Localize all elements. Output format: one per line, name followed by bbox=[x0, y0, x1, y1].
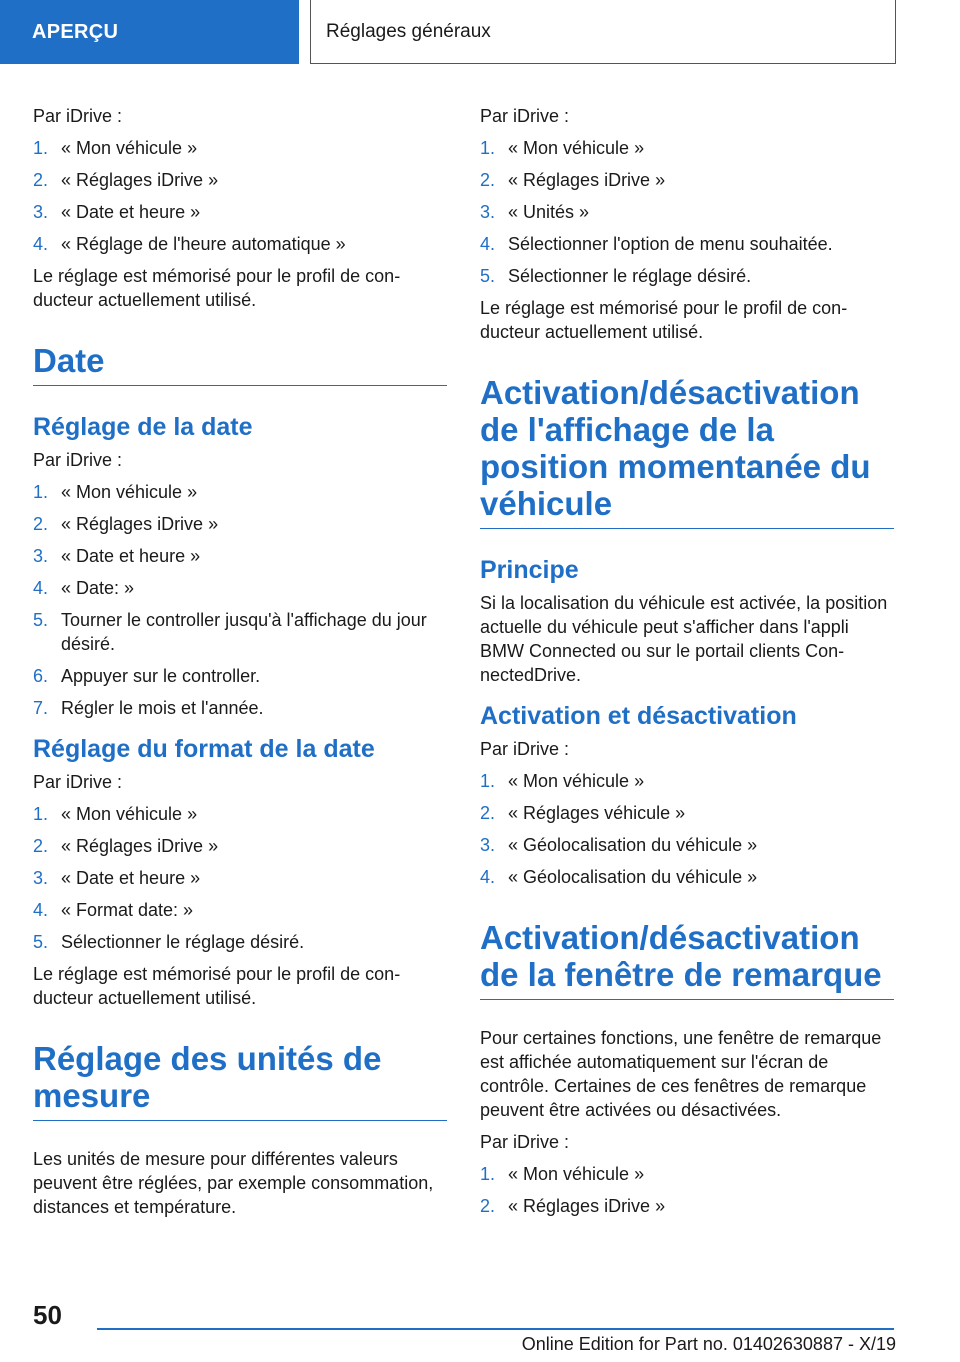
list-item-text: Régler le mois et l'année. bbox=[61, 698, 264, 718]
list-item bbox=[33, 136, 447, 160]
list-item bbox=[33, 512, 447, 536]
list-item-text: Sélectionner le réglage désiré. bbox=[508, 266, 752, 286]
paragraph-unites: Les unités de mesure pour différentes valeurs peuvent être réglées, par exemple consommation, distances et température. bbox=[33, 1149, 434, 1217]
list-item-number: 2. bbox=[480, 170, 496, 190]
list-item-text: « Mon véhicule » bbox=[61, 804, 198, 824]
list-item bbox=[33, 802, 447, 826]
list-item bbox=[33, 576, 447, 600]
list-item-text: « Mon véhicule » bbox=[61, 138, 198, 158]
subheading-activation: Activation et désactivation bbox=[480, 702, 797, 730]
list-item-text: « Mon véhicule » bbox=[508, 1164, 645, 1184]
list-item-number: 2. bbox=[33, 836, 49, 856]
note-text: Le réglage est mémorisé pour le profil de conducteur actuellement utilisé. bbox=[33, 964, 401, 1008]
list-item-number: 1. bbox=[33, 482, 49, 502]
list-item-text: « Format date: » bbox=[61, 900, 194, 920]
footer-divider bbox=[97, 1328, 894, 1330]
list-item-text: « Date: » bbox=[61, 578, 135, 598]
list-item bbox=[33, 200, 447, 224]
list-item bbox=[33, 866, 447, 890]
list-item-number: 3. bbox=[33, 202, 49, 222]
intro-text: Par iDrive : bbox=[480, 739, 570, 759]
list-item-number: 3. bbox=[480, 835, 496, 855]
intro-text: Par iDrive : bbox=[33, 772, 123, 792]
subheading-principe: Principe bbox=[480, 556, 579, 584]
intro-text: Par iDrive : bbox=[33, 106, 123, 126]
list-item bbox=[480, 232, 894, 256]
list-item-number: 1. bbox=[480, 138, 496, 158]
steps-list bbox=[33, 136, 447, 256]
list-item-text: « Réglages iDrive » bbox=[508, 170, 666, 190]
section-tab bbox=[0, 0, 299, 64]
steps-list bbox=[480, 769, 894, 889]
heading-date: Date bbox=[33, 342, 447, 386]
list-item-text: Sélectionner le réglage désiré. bbox=[61, 932, 305, 952]
intro-text: Par iDrive : bbox=[480, 1132, 570, 1152]
list-item-text: « Date et heure » bbox=[61, 202, 201, 222]
subheading-reglage-date: Réglage de la date bbox=[33, 413, 253, 441]
list-item bbox=[480, 264, 894, 288]
list-item-text: « Date et heure » bbox=[61, 868, 201, 888]
steps-list bbox=[33, 802, 447, 954]
list-item-text: Tourner le controller jusqu'à l'affichage du jour désiré. bbox=[61, 610, 427, 654]
list-item-text: « Date et heure » bbox=[61, 546, 201, 566]
list-item-number: 4. bbox=[33, 578, 49, 598]
list-item bbox=[480, 801, 894, 825]
list-item-number: 5. bbox=[33, 610, 49, 630]
steps-list bbox=[33, 480, 447, 720]
list-item bbox=[480, 769, 894, 793]
list-item-number: 1. bbox=[480, 1164, 496, 1184]
list-item-number: 1. bbox=[480, 771, 496, 791]
header-title-text: Réglages généraux bbox=[326, 20, 491, 42]
list-item-text: « Géolocalisation du véhicule » bbox=[508, 835, 758, 855]
list-item bbox=[33, 480, 447, 504]
list-item-number: 2. bbox=[33, 514, 49, 534]
list-item-number: 4. bbox=[33, 234, 49, 254]
list-item bbox=[480, 200, 894, 224]
section-tab-label: APERÇU bbox=[32, 20, 119, 43]
paragraph-fenetre: Pour certaines fonctions, une fenêtre de remarque est affichée automatiquement sur l'écran de contrôle. Certaines de ces fenêtres de remarque peuvent être activées ou désactivées. bbox=[480, 1028, 882, 1120]
list-item bbox=[480, 865, 894, 889]
note-text: Le réglage est mémorisé pour le profil de conducteur actuellement utilisé. bbox=[33, 266, 401, 310]
list-item-number: 5. bbox=[480, 266, 496, 286]
page-number: 50 bbox=[33, 1300, 62, 1330]
list-item bbox=[33, 544, 447, 568]
list-item-text: « Réglages iDrive » bbox=[61, 170, 219, 190]
list-item-text: « Réglages véhicule » bbox=[508, 803, 686, 823]
list-item-number: 6. bbox=[33, 666, 49, 686]
list-item bbox=[480, 168, 894, 192]
list-item-text: « Unités » bbox=[508, 202, 590, 222]
list-item-text: « Géolocalisation du véhicule » bbox=[508, 867, 758, 887]
list-item-number: 4. bbox=[480, 234, 496, 254]
heading-unites: Réglage des unités de mesure bbox=[33, 1040, 447, 1121]
list-item-number: 2. bbox=[480, 803, 496, 823]
heading-position: Activation/désactivation de l'affichage de la position momentanée du véhicule bbox=[480, 374, 894, 529]
footer-edition: Online Edition for Part no. 01402630887 - X/19 bbox=[521, 1334, 896, 1354]
list-item bbox=[33, 930, 447, 954]
steps-list bbox=[480, 136, 894, 288]
list-item-number: 2. bbox=[480, 1196, 496, 1216]
steps-list bbox=[480, 1162, 894, 1218]
list-item bbox=[33, 168, 447, 192]
subheading-format-date: Réglage du format de la date bbox=[33, 735, 375, 763]
heading-fenetre: Activation/désactivation de la fenêtre de remarque bbox=[480, 919, 894, 1000]
list-item-number: 7. bbox=[33, 698, 49, 718]
left-column bbox=[33, 104, 447, 1227]
list-item-number: 1. bbox=[33, 804, 49, 824]
list-item bbox=[480, 1162, 894, 1186]
intro-text: Par iDrive : bbox=[480, 106, 570, 126]
list-item-number: 4. bbox=[33, 900, 49, 920]
list-item bbox=[33, 696, 447, 720]
list-item bbox=[33, 232, 447, 256]
list-item-number: 3. bbox=[33, 868, 49, 888]
list-item-text: Appuyer sur le controller. bbox=[61, 666, 261, 686]
list-item bbox=[480, 136, 894, 160]
paragraph-principe: Si la localisation du véhicule est activée, la position actuelle du véhicule peut s'afficher dans l'appli BMW Connected ou sur le portail clients ConnectedDrive. bbox=[480, 593, 888, 685]
list-item-number: 3. bbox=[480, 202, 496, 222]
list-item-number: 1. bbox=[33, 138, 49, 158]
list-item bbox=[33, 834, 447, 858]
intro-text: Par iDrive : bbox=[33, 450, 123, 470]
list-item-text: « Réglages iDrive » bbox=[61, 836, 219, 856]
list-item bbox=[480, 1194, 894, 1218]
list-item-text: « Mon véhicule » bbox=[508, 138, 645, 158]
list-item-text: « Mon véhicule » bbox=[508, 771, 645, 791]
right-column bbox=[480, 104, 894, 1226]
page-header-title bbox=[310, 0, 896, 64]
list-item bbox=[33, 608, 447, 656]
list-item-text: Sélectionner l'option de menu souhaitée. bbox=[508, 234, 833, 254]
list-item-number: 4. bbox=[480, 867, 496, 887]
list-item-number: 3. bbox=[33, 546, 49, 566]
list-item bbox=[33, 664, 447, 688]
list-item bbox=[480, 833, 894, 857]
list-item-text: « Réglages iDrive » bbox=[61, 514, 219, 534]
list-item-text: « Réglage de l'heure automatique » bbox=[61, 234, 346, 254]
list-item-number: 5. bbox=[33, 932, 49, 952]
note-text: Le réglage est mémorisé pour le profil de conducteur actuellement utilisé. bbox=[480, 298, 848, 342]
list-item-text: « Réglages iDrive » bbox=[508, 1196, 666, 1216]
list-item-number: 2. bbox=[33, 170, 49, 190]
list-item bbox=[33, 898, 447, 922]
list-item-text: « Mon véhicule » bbox=[61, 482, 198, 502]
